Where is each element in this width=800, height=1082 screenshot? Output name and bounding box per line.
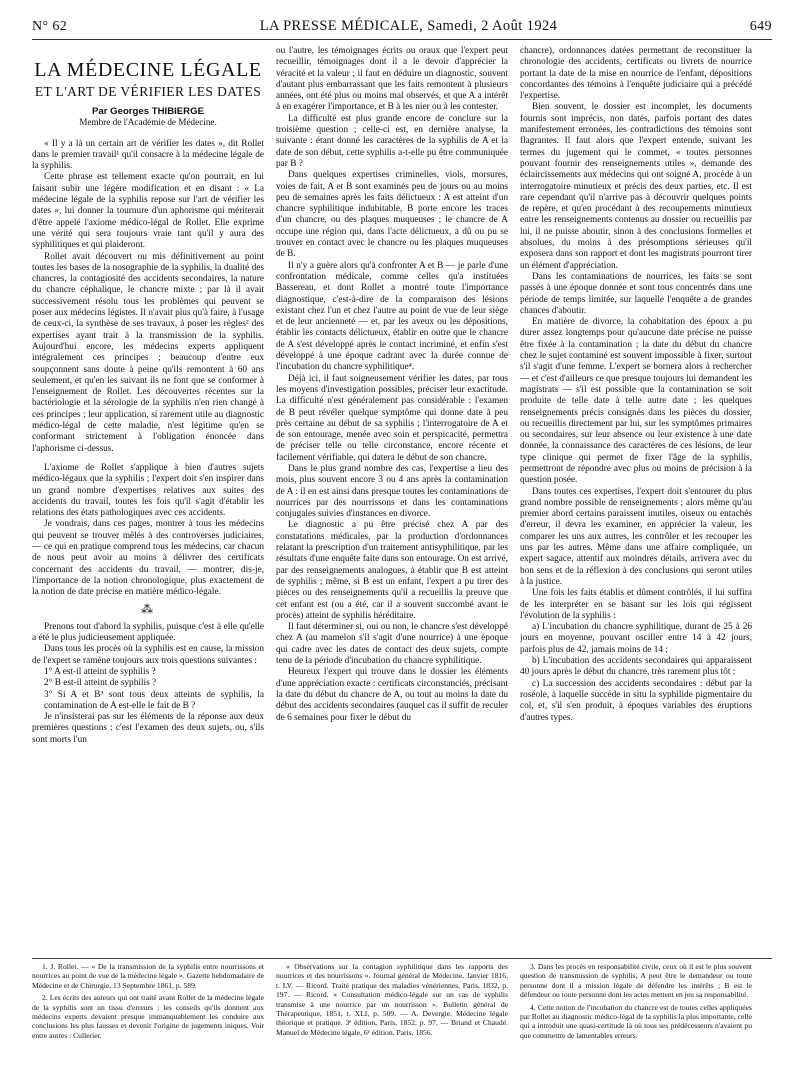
page-number: 649: [749, 19, 772, 34]
title-line-1: LA MÉDECINE LÉGALE: [34, 59, 262, 81]
list-item: 3° Si A et B³ sont tous deux atteints de syphilis, la contamination de A est-elle le fait de B ?: [44, 689, 264, 711]
paragraph: Heureux l'expert qui trouve dans le dossier les éléments d'une appréciation exacte : certificats circonstanciés, précisant la date du début du chancre de A, ou tout au moins la date du début des accidents secondaires (auquel cas il suffit de reculer de 6 semaines pour fixer le début du: [276, 667, 508, 723]
footnote: 3. Dans les procès en responsabilité civile, ceux où il est le plus souvent question de transmission de syphilis, A peut être le demandeur ou toute personne dont il a mission légale de défendre les intérêts ; B est le défendeur ou toute personne dont les actes mettent en jeu sa responsabilité.: [520, 962, 752, 1000]
footnotes-column-3: [520, 962, 752, 1043]
paragraph: « Il y a là un certain art de vérifier les dates », dit Rollet dans le premier travail¹ qu'il consacre à la médecine légale de la syphilis.: [32, 138, 264, 172]
footnote: « Observations sur la contagion syphilitique dans les rapports des nourrices et des nourrissons ». Journal général de Médecine, Janvier 1816, t. LV. — Ricord. Traité pratique des maladies vénériennes, Paris, 1832, p. 197. — Ricord. « Consultation médico-légale sur un cas de syphilis transmise à une nourrice par un nourrisson ». Bulletin général de Thérapeutique, 1851, t. XLI, p. 509. — A. Devergie. Médecine légale théorique et pratique. 3ᵉ édition, Paris, 1852, p. 97. — Briand et Chaudé. Manuel de Médecine légale, 6ᵉ édition, Paris, 1856.: [276, 962, 508, 1037]
paragraph: Le diagnostic a pu être précisé chez A par des constatations médicales, par la production d'ordonnances relatant la prescription d'un traitement antisyphilitique, par les résultats d'une enquête faite dans son entourage. On est arrivé, par des renseignements analogues, à établir que B est atteint de syphilis ; même, si B est un enfant, l'expert a pu tirer des pièces ou des renseignements qu'il a recueillis la preuve que cet enfant est (ou a été, car il a souvent succombé avant le procès) atteint de syphilis héréditaire.: [276, 520, 508, 621]
footnotes-column-1: [32, 962, 264, 1043]
paragraph: Je n'insisterai pas sur les éléments de la réponse aux deux premières questions : c'est l'examen des deux sujets, ou, s'ils sont morts l'un: [32, 712, 264, 745]
paragraph: Je voudrais, dans ces pages, montrer à tous les médecins qui peuvent se trouver mêlés à des controverses judiciaires, — ce qui en pratique comprend tous les médecins, car chacun de nous peut avoir au moins à délivrer des certificats concernant des accidents du travail, — montrer, dis-je, l'importance de la notion chronologique, plus exactement de la notion de date précise en matière médico-légale.: [32, 519, 264, 598]
paragraph: Dans toutes ces expertises, l'expert doit s'entourer du plus grand nombre possible de renseignements ; alors même qu'au premier abord certains paraissent inutiles, oiseux ou entachés d'erreur, il devra les examiner, en apprécier la valeur, les comparer les uns aux autres, les contrôler et les recouper les uns par les autres. Même dans une affaire compliquée, un expert sagace, attentif aux moindres détails, arrivera avec du bon sens et de la réflexion à des conclusions qui seront utiles à la justice.: [520, 486, 752, 587]
paragraph: ou l'autre, les témoignages écrits ou oraux que l'expert peut recueillir, témoignages dont il a le devoir d'apprécier la véracité et la valeur ; il faut en déduire un diagnostic, souvent d'autant plus embarrassant que les faits remontent à plusieurs années, ont été plus ou moins mal observés, et que A a intérêt à en exagérer l'importance, et B à les nier ou à les contester.: [276, 46, 508, 113]
paragraph: chancre), ordonnances datées permettant de reconstituer la chronologie des accidents, certificats ou livrets de nourrice portant la date de la mise en nourrice de l'enfant, dépositions concordantes des témoins à l'enquête judiciaire qui a précédé l'expertise.: [520, 46, 752, 102]
paragraph: Dans tous les procès où la syphilis est en cause, la mission de l'expert se ramène toujours aux trois questions suivantes :: [32, 644, 264, 666]
title-line-2: ET L'ART DE VÉRIFIER LES DATES: [34, 84, 262, 99]
list-item: b) L'incubation des accidents secondaires qui apparaissent 40 jours après le début du chancre, très rarement plus tôt ;: [520, 656, 752, 678]
footnote-divider: [32, 958, 772, 959]
paragraph: Cette phrase est tellement exacte qu'on pourrait, en lui faisant subir une légère modification et en disant : « La médecine légale de la syphilis repose sur l'art de vérifier les dates », lui donner la tournure d'un aphorisme qui mériterait d'être appelé l'axiome médico-légal de Rollet. Elle exprime une vérité qui sera toujours vraie tant qu'il y aura des syphilitiques et qui plaideront.: [32, 172, 264, 251]
paragraph: Dans les contaminations de nourrices, les faits se sont passés à une époque donnée et sont tous concentrés dans une période de temps limitée, sur laquelle l'enquête a de grandes chances d'aboutir.: [520, 271, 752, 316]
list-item: a) L'incubation du chancre syphilitique, durant de 25 à 26 jours en moyenne, pouvant osciller entre 14 à 42 jours, parfois plus de 42, jamais moins de 14 ;: [520, 622, 752, 655]
running-header: [32, 18, 772, 40]
article-columns: [32, 46, 772, 918]
list-item: c) La succession des accidents secondaires : début par la roséole, à laquelle succède in situ la syphilide pigmentaire du col, et, s'il s'en produit, à époques variables des éruptions d'autres types.: [520, 678, 752, 723]
footnote: 4. Cette notion de l'incubation du chancre est de toutes celles appliquées par Rollet au diagnostic médico-légal de la syphilis la plus importante, celle qui a introduit une quasi-certitude là où tous ses prédécesseurs n'avaient pu que commettre de lamentables erreurs.: [520, 1002, 752, 1040]
author-byline: Par Georges THIBIERGE: [92, 106, 204, 117]
paragraph: L'axiome de Rollet s'applique à bien d'autres sujets médico-légaux que la syphilis ; l'expert doit s'en inspirer dans un grand nombre d'expertises relatives aux suites des accidents du travail, toutes les fois qu'il s'agit d'établir les relations des états pathologiques avec ces accidents.: [32, 462, 264, 519]
paragraph: Dans le plus grand nombre des cas, l'expertise a lieu des mois, plus souvent encore 3 ou 4 ans après la contamination de A : il en est ainsi dans presque toutes les contaminations de nourrices par des nourrissons et dans les contaminations conjugales suivies d'instances en divorce.: [276, 463, 508, 520]
paragraph: Bien souvent, le dossier est incomplet, les documents fournis sont imprécis, non datés, parfois portant des dates manifestement erronées, les contradictions des témoins sont flagrantes. Il faut alors que l'expert entende, suivant les termes du jugement qui le commet, « toutes personnes pouvant fournir des renseignements utiles », demande des éclaircissements aux médecins qui ont soigné A, procède à un interrogatoire minutieux et précis des deux parties, etc. Il est rare cependant qu'il n'arrive pas à découvrir quelques points de repère, et qu'en procédant à des recoupements minutieux entre les renseignements contenus au dossier ou recueillis par lui, il ne puisse aboutir, sinon à des conclusions formelles et absolues, du moins à des présomptions sérieuses qu'il exposera dans son rapport et dont les magistrats pourront tirer un élément d'appréciation.: [520, 102, 752, 271]
paragraph: Il faut déterminer si, oui ou non, le chancre s'est développé chez A (au mamelon s'il s'agit d'une nourrice) à une époque qui cadre avec les dates de contact des deux sujets, compte tenu de la période d'incubation du chancre syphilitique.: [276, 622, 508, 667]
question-list: [32, 667, 264, 712]
paragraph: Il n'y a guère alors qu'à confronter A et B — je parle d'une confrontation médicale, comme celles qu'a instituées Bassereau, et dont Rollet a montré toute l'importance diagnostique, c'est-à-dire de la comparaison des lésions existant chez l'un et chez l'autre au point de vue de leur siège et de leur ancienneté — et, par les aveux ou les dépositions, établir les contacts délictueux, établir en outre que le chancre de A s'est développé après le contact incriminé, et enfin s'est développé à une époque cadrant avec la durée connue de l'incubation du chancre syphilitique⁴.: [276, 260, 508, 373]
issue-number: N° 62: [32, 19, 68, 34]
column-2: [276, 46, 508, 918]
footnotes: [32, 962, 752, 1043]
article-title: [32, 58, 264, 102]
section-separator: ⁂: [141, 602, 155, 617]
footnote: 2. Les écrits des auteurs qui ont traité avant Rollet de la médecine légale de la syphilis sont un tissu d'erreurs ; les conseils qu'ils donnent aux médecins experts devaient presque immanquablement les conduire aux conclusions les plus fausses et devenir l'origine de jugements iniques. Voir entre autres : Cullerier.: [32, 993, 264, 1040]
paragraph: Rollet avait découvert ou mis définitivement au point toutes les bases de la nosographie de la syphilis, la dualité des chancres, la contagiosité des accidents secondaires, la nature du chancre céphalique, le chancre mixte ; par là il avait successivement résolu tous les problèmes qui peuvent se poser aux médecins légistes. Il n'avait plus qu'à faire, à l'usage de ceux-ci, la synthèse de ses travaux, à poser les règles² des expertises ayant trait à la transmission de la syphilis. Aujourd'hui encore, les médecins experts appliquent intégralement ces principes ; beaucoup d'entre eux soupçonnent sans doute à peine qu'ils remontent à 60 ans seulement, et qu'en les suivant ils ne font que se conformer à l'enseignement de Rollet. Les découvertes récentes sur la bactériologie et la sérologie de la syphilis n'en rien changé à ces principes ; leur application, si rarement utile au diagnostic médico-légal de cette maladie, n'est légitime qu'en se conformant strictement à l'obligation énoncée dans l'aphorisme ci-dessus.: [32, 251, 264, 454]
paragraph: La difficulté est plus grande encore de conclure sur la troisième question ; celle-ci est, en dernière analyse, la suivante : étant donné les caractères de la syphilis de A et la date de son début, cette syphilis a-t-elle pu être communiquée par B ?: [276, 113, 508, 169]
paragraph: Une fois les faits établis et dûment contrôlés, il lui suffira de les interpréter en se basant sur les lois qui régissent l'évolution de la syphilis :: [520, 588, 752, 621]
footnotes-column-2: [276, 962, 508, 1043]
footnote: 1. J. Rollet. — « De la transmission de la syphilis entre nourrissons et nourrices au point de vue de la médecine légale ». Gazette hebdomadaire de Médecine et de Chirurgie, 13 Septembre 1861, p. 589.: [32, 962, 264, 990]
paragraph: Prenons tout d'abord la syphilis, puisque c'est à elle qu'elle a été le plus judicieusement appliquée.: [32, 621, 264, 644]
column-3: [520, 46, 752, 918]
paragraph: Déjà ici, il faut soigneusement vérifier les dates, par tous les moyens d'investigation possibles, préciser leur exactitude. La difficulté n'est généralement pas considérable : l'examen de B peut révéler quelque symptôme qui donne date à peu près certaine au début de sa syphilis ; l'interrogatoire de A et de son entourage, menée avec soin et perspicacité, permettra de préciser telle ou telle circonstance, encore récente et facilement vérifiable, qui datera le début de son chancre.: [276, 373, 508, 463]
author-affiliation: Membre de l'Académie de Médecine.: [79, 117, 217, 128]
journal-title: LA PRESSE MÉDICALE, Samedi, 2 Août 1924: [259, 18, 558, 34]
column-1: [32, 46, 264, 918]
paragraph: En matière de divorce, la cohabitation des époux a pu durer assez longtemps pour qu'aucune date précise ne puisse être fixée à la contamination ; la date du début du chancre chez le sujet contaminé est souvent impossible à fixer, surtout s'il s'agit d'une femme. L'expert se bornera alors à rechercher — et c'est d'ailleurs ce que presque toujours lui demandent les magistrats — s'il est possible que la contamination se soit produite de telle date à telle autre date ; les quelques renseignements précis consignés dans les pièces du dossier, ou recueillis directement par lui, sur les symptômes primaires ou secondaires, sur leur absence ou leur existence à une date donnée, la connaissance des caractères de ces lésions, de leur type clinique qui permet de fixer l'âge de la syphilis, permettront de répondre avec plus ou moins de précision à la question posée.: [520, 317, 752, 486]
list-item: 2° B est-il atteint de syphilis ?: [44, 678, 157, 689]
paragraph: Dans quelques expertises criminelles, viols, morsures, voies de fait, A et B sont examinés peu de jours ou au moins peu de semaines après les faits délictueux : A est atteint d'un chancre syphilitique indubitable, B porte encore les traces d'un chancre, ou des plaques muqueuses ; le chancre de A occupe une région qui, dans l'acte délictueux, a dû ou pu se trouver en contact avec le chancre ou les plaques muqueuses de B.: [276, 170, 508, 260]
list-item: 1° A est-il atteint de syphilis ?: [44, 666, 156, 677]
